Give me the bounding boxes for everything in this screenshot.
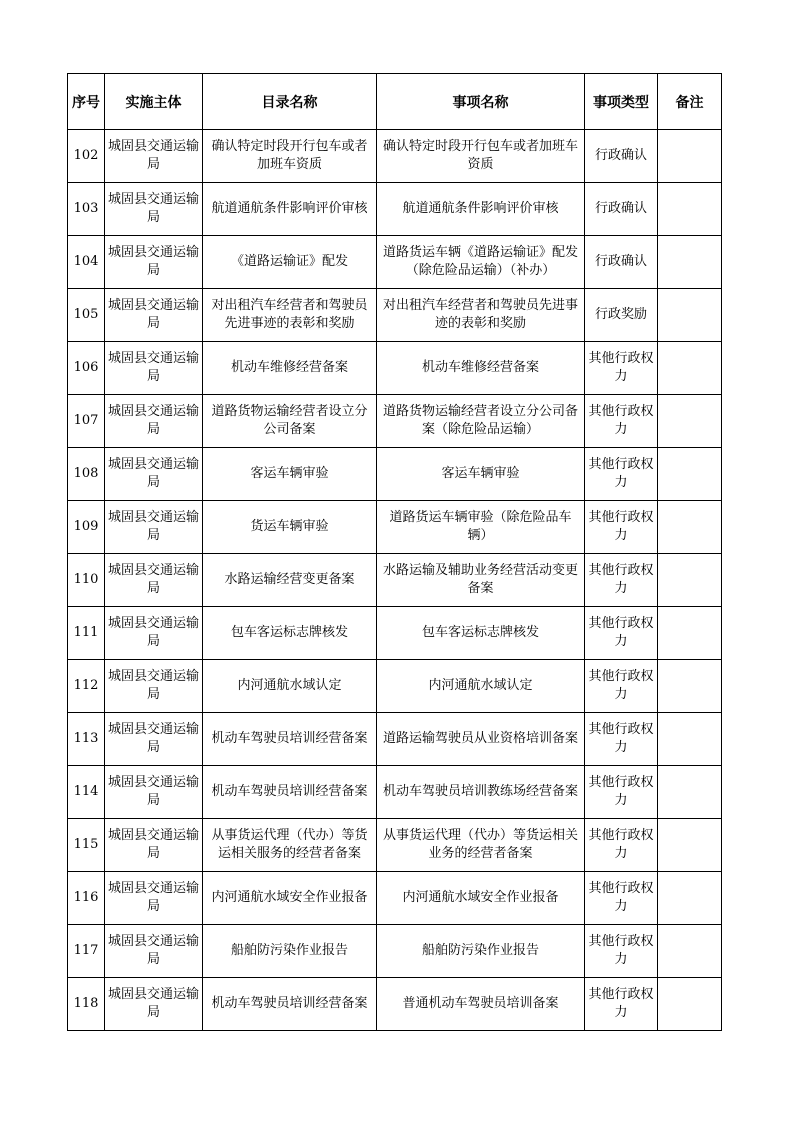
cell-remark bbox=[658, 554, 722, 607]
cell-type: 行政奖励 bbox=[585, 289, 658, 342]
cell-entity: 城固县交通运输局 bbox=[105, 660, 203, 713]
cell-no: 116 bbox=[68, 872, 105, 925]
table-row bbox=[68, 978, 722, 1031]
cell-catalog: 从事货运代理（代办）等货运相关服务的经营者备案 bbox=[203, 819, 377, 872]
header-remark: 备注 bbox=[658, 74, 722, 130]
cell-no: 108 bbox=[68, 448, 105, 501]
cell-no: 102 bbox=[68, 130, 105, 183]
cell-no: 118 bbox=[68, 978, 105, 1031]
table-row bbox=[68, 872, 722, 925]
cell-entity: 城固县交通运输局 bbox=[105, 607, 203, 660]
cell-type: 其他行政权力 bbox=[585, 554, 658, 607]
cell-catalog: 道路货物运输经营者设立分公司备案 bbox=[203, 395, 377, 448]
cell-type: 其他行政权力 bbox=[585, 607, 658, 660]
cell-no: 105 bbox=[68, 289, 105, 342]
cell-type: 其他行政权力 bbox=[585, 342, 658, 395]
cell-no: 109 bbox=[68, 501, 105, 554]
cell-remark bbox=[658, 342, 722, 395]
cell-remark bbox=[658, 289, 722, 342]
cell-entity: 城固县交通运输局 bbox=[105, 554, 203, 607]
cell-entity: 城固县交通运输局 bbox=[105, 448, 203, 501]
cell-type: 其他行政权力 bbox=[585, 925, 658, 978]
cell-type: 其他行政权力 bbox=[585, 872, 658, 925]
cell-type: 行政确认 bbox=[585, 130, 658, 183]
cell-item: 道路货运车辆《道路运输证》配发（除危险品运输）（补办） bbox=[377, 236, 585, 289]
cell-remark bbox=[658, 766, 722, 819]
table-row bbox=[68, 236, 722, 289]
table-row bbox=[68, 766, 722, 819]
cell-type: 行政确认 bbox=[585, 183, 658, 236]
cell-item: 内河通航水域安全作业报备 bbox=[377, 872, 585, 925]
cell-type: 其他行政权力 bbox=[585, 448, 658, 501]
cell-item: 船舶防污染作业报告 bbox=[377, 925, 585, 978]
cell-catalog: 内河通航水域安全作业报备 bbox=[203, 872, 377, 925]
header-no: 序号 bbox=[68, 74, 105, 130]
cell-type: 其他行政权力 bbox=[585, 713, 658, 766]
header-entity: 实施主体 bbox=[105, 74, 203, 130]
cell-item: 机动车维修经营备案 bbox=[377, 342, 585, 395]
cell-catalog: 机动车维修经营备案 bbox=[203, 342, 377, 395]
cell-item: 内河通航水域认定 bbox=[377, 660, 585, 713]
cell-remark bbox=[658, 236, 722, 289]
table-row bbox=[68, 713, 722, 766]
cell-entity: 城固县交通运输局 bbox=[105, 289, 203, 342]
cell-catalog: 客运车辆审验 bbox=[203, 448, 377, 501]
cell-type: 其他行政权力 bbox=[585, 978, 658, 1031]
cell-item: 从事货运代理（代办）等货运相关业务的经营者备案 bbox=[377, 819, 585, 872]
cell-item: 道路货物运输经营者设立分公司备案（除危险品运输） bbox=[377, 395, 585, 448]
cell-catalog: 水路运输经营变更备案 bbox=[203, 554, 377, 607]
cell-entity: 城固县交通运输局 bbox=[105, 925, 203, 978]
cell-item: 普通机动车驾驶员培训备案 bbox=[377, 978, 585, 1031]
cell-entity: 城固县交通运输局 bbox=[105, 766, 203, 819]
cell-entity: 城固县交通运输局 bbox=[105, 130, 203, 183]
cell-entity: 城固县交通运输局 bbox=[105, 236, 203, 289]
cell-item: 客运车辆审验 bbox=[377, 448, 585, 501]
cell-catalog: 航道通航条件影响评价审核 bbox=[203, 183, 377, 236]
table-row bbox=[68, 925, 722, 978]
cell-catalog: 机动车驾驶员培训经营备案 bbox=[203, 766, 377, 819]
cell-remark bbox=[658, 130, 722, 183]
cell-type: 其他行政权力 bbox=[585, 819, 658, 872]
table-row bbox=[68, 448, 722, 501]
cell-remark bbox=[658, 660, 722, 713]
cell-catalog: 《道路运输证》配发 bbox=[203, 236, 377, 289]
cell-remark bbox=[658, 395, 722, 448]
cell-no: 115 bbox=[68, 819, 105, 872]
cell-type: 其他行政权力 bbox=[585, 501, 658, 554]
cell-no: 113 bbox=[68, 713, 105, 766]
table-row bbox=[68, 395, 722, 448]
header-row bbox=[68, 74, 722, 130]
cell-entity: 城固县交通运输局 bbox=[105, 872, 203, 925]
cell-entity: 城固县交通运输局 bbox=[105, 978, 203, 1031]
cell-catalog: 对出租汽车经营者和驾驶员先进事迹的表彰和奖励 bbox=[203, 289, 377, 342]
table-row bbox=[68, 501, 722, 554]
table-row bbox=[68, 342, 722, 395]
cell-item: 包车客运标志牌核发 bbox=[377, 607, 585, 660]
cell-catalog: 确认特定时段开行包车或者加班车资质 bbox=[203, 130, 377, 183]
cell-no: 112 bbox=[68, 660, 105, 713]
cell-entity: 城固县交通运输局 bbox=[105, 183, 203, 236]
cell-remark bbox=[658, 448, 722, 501]
header-catalog: 目录名称 bbox=[203, 74, 377, 130]
cell-no: 114 bbox=[68, 766, 105, 819]
cell-no: 111 bbox=[68, 607, 105, 660]
table-row bbox=[68, 183, 722, 236]
cell-catalog: 机动车驾驶员培训经营备案 bbox=[203, 978, 377, 1031]
table-row bbox=[68, 607, 722, 660]
header-item: 事项名称 bbox=[377, 74, 585, 130]
cell-no: 117 bbox=[68, 925, 105, 978]
cell-remark bbox=[658, 501, 722, 554]
cell-catalog: 船舶防污染作业报告 bbox=[203, 925, 377, 978]
cell-entity: 城固县交通运输局 bbox=[105, 713, 203, 766]
table-row bbox=[68, 819, 722, 872]
cell-catalog: 货运车辆审验 bbox=[203, 501, 377, 554]
cell-remark bbox=[658, 978, 722, 1031]
cell-no: 103 bbox=[68, 183, 105, 236]
cell-remark bbox=[658, 713, 722, 766]
cell-item: 道路货运车辆审验（除危险品车辆） bbox=[377, 501, 585, 554]
cell-remark bbox=[658, 872, 722, 925]
cell-remark bbox=[658, 925, 722, 978]
cell-catalog: 内河通航水域认定 bbox=[203, 660, 377, 713]
items-table bbox=[67, 73, 722, 1031]
cell-item: 水路运输及辅助业务经营活动变更备案 bbox=[377, 554, 585, 607]
cell-entity: 城固县交通运输局 bbox=[105, 342, 203, 395]
table-row bbox=[68, 660, 722, 713]
cell-entity: 城固县交通运输局 bbox=[105, 501, 203, 554]
cell-item: 机动车驾驶员培训教练场经营备案 bbox=[377, 766, 585, 819]
cell-catalog: 机动车驾驶员培训经营备案 bbox=[203, 713, 377, 766]
cell-type: 其他行政权力 bbox=[585, 766, 658, 819]
cell-remark bbox=[658, 183, 722, 236]
cell-entity: 城固县交通运输局 bbox=[105, 395, 203, 448]
table-row bbox=[68, 130, 722, 183]
table-body bbox=[68, 130, 722, 1031]
cell-catalog: 包车客运标志牌核发 bbox=[203, 607, 377, 660]
cell-type: 其他行政权力 bbox=[585, 660, 658, 713]
cell-no: 107 bbox=[68, 395, 105, 448]
cell-no: 110 bbox=[68, 554, 105, 607]
cell-item: 确认特定时段开行包车或者加班车资质 bbox=[377, 130, 585, 183]
cell-item: 对出租汽车经营者和驾驶员先进事迹的表彰和奖励 bbox=[377, 289, 585, 342]
document-sheet bbox=[67, 73, 722, 1031]
cell-item: 航道通航条件影响评价审核 bbox=[377, 183, 585, 236]
table-row bbox=[68, 554, 722, 607]
cell-type: 行政确认 bbox=[585, 236, 658, 289]
header-type: 事项类型 bbox=[585, 74, 658, 130]
table-row bbox=[68, 289, 722, 342]
cell-item: 道路运输驾驶员从业资格培训备案 bbox=[377, 713, 585, 766]
cell-no: 106 bbox=[68, 342, 105, 395]
cell-remark bbox=[658, 819, 722, 872]
cell-remark bbox=[658, 607, 722, 660]
cell-entity: 城固县交通运输局 bbox=[105, 819, 203, 872]
cell-no: 104 bbox=[68, 236, 105, 289]
cell-type: 其他行政权力 bbox=[585, 395, 658, 448]
